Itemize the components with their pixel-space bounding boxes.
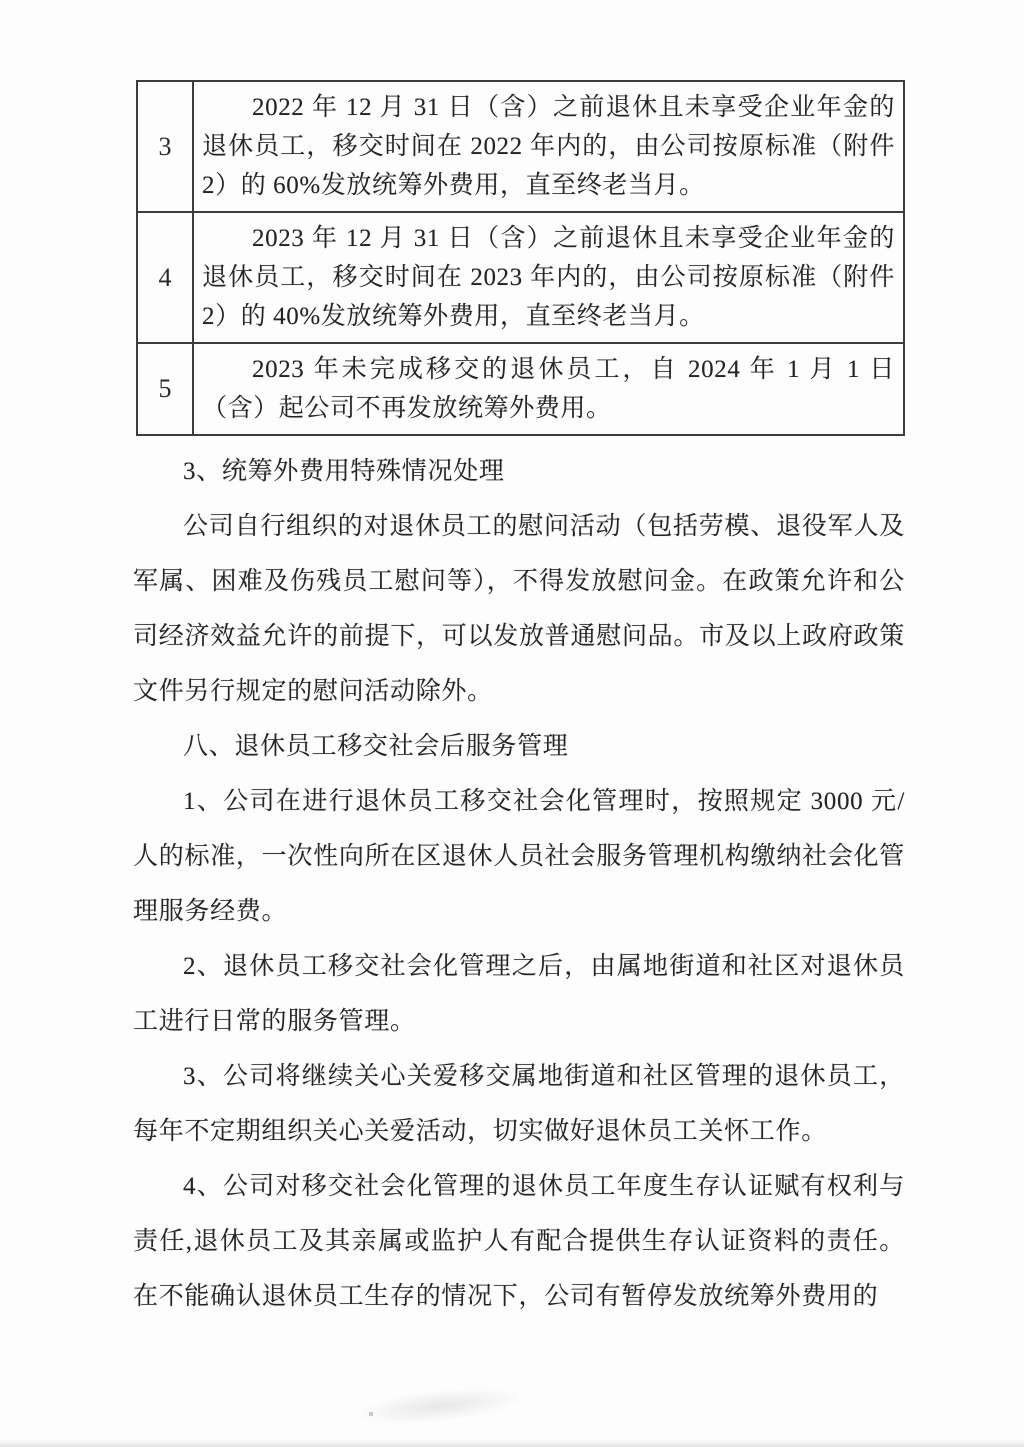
paragraph: 3、公司将继续关心关爱移交属地街道和社区管理的退休员工，每年不定期组织关心关爱活动，切实做好退休员工关怀工作。 [133, 1063, 905, 1145]
row-text-cell [193, 343, 904, 435]
paragraph: 4、公司对移交社会化管理的退休员工年度生存认证赋有权利与责任,退休员工及其亲属或监护人有配合提供生存认证资料的责任。在不能确认退休员工生存的情况下，公司有暂停发放统筹外费用的 [133, 1173, 905, 1310]
paragraph-section-heading: 八、退休员工移交社会后服务管理 [183, 733, 569, 760]
paragraph: 2、退休员工移交社会化管理之后，由属地街道和社区对退休员工进行日常的服务管理。 [133, 953, 905, 1035]
row-text: 2022 年 12 月 31 日（含）之前退休且未享受企业年金的退休员工，移交时间在 2022 年内的，由公司按原标准（附件 2）的 60%发放统筹外费用，直至终老当月。 [202, 94, 895, 199]
table-row [137, 81, 904, 212]
paragraph-section-heading: 3、统筹外费用特殊情况处理 [183, 458, 505, 485]
page-bottom-shadow [0, 1440, 1024, 1447]
row-number-cell: 5 [137, 343, 193, 435]
row-number-cell: 4 [137, 212, 193, 343]
paragraph: 1、公司在进行退休员工移交社会化管理时，按照规定 3000 元/人的标准，一次性向所在区退休人员社会服务管理机构缴纳社会化管理服务经费。 [133, 788, 905, 925]
table-row [137, 343, 904, 435]
row-text: 2023 年 12 月 31 日（含）之前退休且未享受企业年金的退休员工，移交时间在 2023 年内的，由公司按原标准（附件 2）的 40%发放统筹外费用，直至终老当月。 [202, 225, 895, 330]
row-text: 2023 年未完成移交的退休员工，自 2024 年 1 月 1 日（含）起公司不再发放统筹外费用。 [202, 356, 895, 422]
row-number-cell: 3 [137, 81, 193, 212]
scan-smudge-artifact [354, 1381, 526, 1431]
row-text-cell [193, 81, 904, 212]
policy-table [136, 80, 905, 436]
table-row [137, 212, 904, 343]
scan-dot-artifact [369, 1412, 373, 1416]
document-body [133, 444, 905, 1324]
row-text-cell [193, 212, 904, 343]
paragraph: 公司自行组织的对退休员工的慰问活动（包括劳模、退役军人及军属、困难及伤残员工慰问等），不得发放慰问金。在政策允许和公司经济效益允许的前提下，可以发放普通慰问品。市及以上政府政策文件另行规定的慰问活动除外。 [133, 513, 905, 705]
